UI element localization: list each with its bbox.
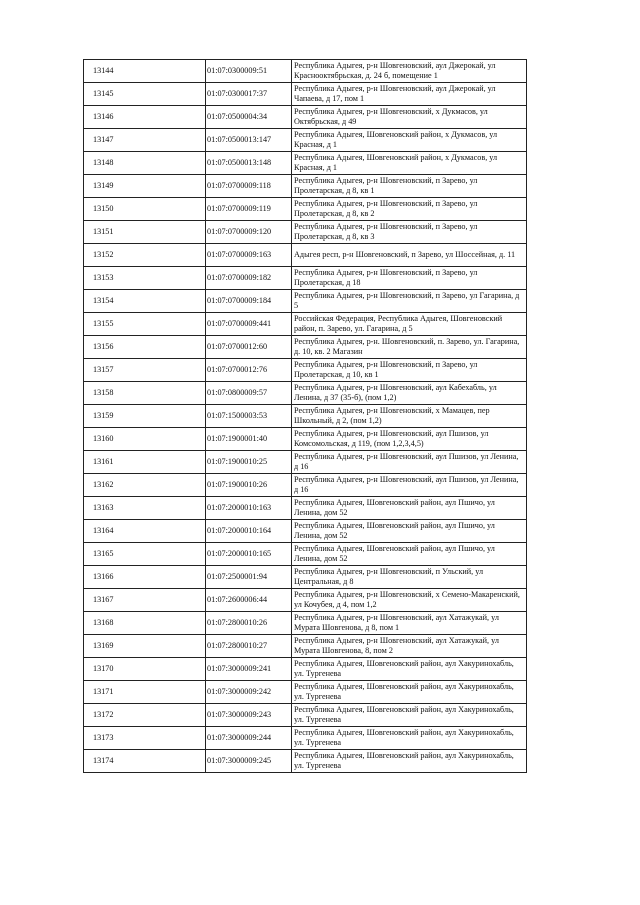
table-row (84, 520, 527, 543)
cadastral-number-cell: 01:07:0700012:76 (206, 359, 292, 382)
address-cell: Республика Адыгея, р-н Шовгеновский, п Зарево, ул Пролетарская, д 8, кв 2 (292, 198, 527, 221)
cadastral-number-cell: 01:07:2600006:44 (206, 589, 292, 612)
row-number-cell: 13170 (84, 658, 206, 681)
row-number-cell: 13163 (84, 497, 206, 520)
address-cell: Республика Адыгея, р-н Шовгеновский, п Зарево, ул Пролетарская, д 8, кв 1 (292, 175, 527, 198)
row-number-cell: 13145 (84, 83, 206, 106)
table-row (84, 727, 527, 750)
address-cell: Республика Адыгея, р-н Шовгеновский, аул Пшизов, ул Комсомольская, д 119, (пом 1,2,3,4,5) (292, 428, 527, 451)
row-number-cell: 13162 (84, 474, 206, 497)
cadastral-number-cell: 01:07:3000009:245 (206, 750, 292, 773)
address-cell: Республика Адыгея, р-н Шовгеновский, х Семено-Макаренский, ул Кочубея, д 4, пом 1,2 (292, 589, 527, 612)
address-cell: Республика Адыгея, р-н Шовгеновский, п Зарево, ул Пролетарская, д 10, кв 1 (292, 359, 527, 382)
cadastral-number-cell: 01:07:0700009:184 (206, 290, 292, 313)
cadastral-number-cell: 01:07:2800010:27 (206, 635, 292, 658)
table-row (84, 221, 527, 244)
cadastral-number-cell: 01:07:0300017:37 (206, 83, 292, 106)
table-row (84, 451, 527, 474)
table-row (84, 704, 527, 727)
table-row (84, 175, 527, 198)
cadastral-number-cell: 01:07:1900001:40 (206, 428, 292, 451)
address-cell: Республика Адыгея, Шовгеновский район, х Дукмасов, ул Красная, д 1 (292, 129, 527, 152)
address-cell: Республика Адыгея, р-н Шовгеновский, аул Джерокай, ул Чапаева, д 17, пом 1 (292, 83, 527, 106)
address-cell: Республика Адыгея, Шовгеновский район, аул Пшичо, ул Ленина, дом 52 (292, 543, 527, 566)
table-row (84, 336, 527, 359)
address-cell: Республика Адыгея, р-н Шовгеновский, аул Пшизов, ул Ленина, д 16 (292, 474, 527, 497)
table-row (84, 83, 527, 106)
address-cell: Республика Адыгея, Шовгеновский район, аул Хакуринохабль, ул. Тургенева (292, 727, 527, 750)
table-row (84, 474, 527, 497)
cadastral-number-cell: 01:07:0700009:441 (206, 313, 292, 336)
table-row (84, 313, 527, 336)
table-row (84, 405, 527, 428)
cadastral-number-cell: 01:07:2800010:26 (206, 612, 292, 635)
address-cell: Республика Адыгея, р-н Шовгеновский, аул Хатажукай, ул Мурата Шовгенова, 8, пом 2 (292, 635, 527, 658)
cadastral-number-cell: 01:07:0300009:51 (206, 60, 292, 83)
table-row (84, 60, 527, 83)
row-number-cell: 13167 (84, 589, 206, 612)
cadastral-number-cell: 01:07:0500013:148 (206, 152, 292, 175)
row-number-cell: 13171 (84, 681, 206, 704)
address-cell: Республика Адыгея, р-н Шовгеновский, аул Кабехабль, ул Ленина, д 37 (35-б), (пом 1,2) (292, 382, 527, 405)
table-row (84, 612, 527, 635)
address-cell: Республика Адыгея, р-н Шовгеновский, п Зарево, ул Гагарина, д 5 (292, 290, 527, 313)
address-cell: Республика Адыгея, р-н Шовгеновский, х Мамацев, пер Школьный, д 2, (пом 1,2) (292, 405, 527, 428)
address-cell: Республика Адыгея, р-н. Шовгеновский, п. Зарево, ул. Гагарина, д. 10, кв. 2 Магазин (292, 336, 527, 359)
registry-table (83, 59, 527, 773)
table-row (84, 152, 527, 175)
cadastral-number-cell: 01:07:0700009:118 (206, 175, 292, 198)
address-cell: Республика Адыгея, Шовгеновский район, х Дукмасов, ул Красная, д 1 (292, 152, 527, 175)
row-number-cell: 13149 (84, 175, 206, 198)
cadastral-number-cell: 01:07:1900010:26 (206, 474, 292, 497)
cadastral-number-cell: 01:07:3000009:244 (206, 727, 292, 750)
table-row (84, 359, 527, 382)
cadastral-number-cell: 01:07:0700012:60 (206, 336, 292, 359)
row-number-cell: 13168 (84, 612, 206, 635)
table-row (84, 750, 527, 773)
address-cell: Республика Адыгея, р-н Шовгеновский, аул Пшизов, ул Ленина, д 16 (292, 451, 527, 474)
cadastral-number-cell: 01:07:0700009:182 (206, 267, 292, 290)
row-number-cell: 13148 (84, 152, 206, 175)
cadastral-number-cell: 01:07:2000010:164 (206, 520, 292, 543)
row-number-cell: 13166 (84, 566, 206, 589)
row-number-cell: 13160 (84, 428, 206, 451)
row-number-cell: 13150 (84, 198, 206, 221)
table-row (84, 566, 527, 589)
cadastral-number-cell: 01:07:3000009:242 (206, 681, 292, 704)
table-row (84, 635, 527, 658)
address-cell: Республика Адыгея, р-н Шовгеновский, аул Хатажукай, ул Мурата Шовгенова, д 8, пом 1 (292, 612, 527, 635)
table-row (84, 244, 527, 267)
cadastral-number-cell: 01:07:3000009:241 (206, 658, 292, 681)
row-number-cell: 13172 (84, 704, 206, 727)
row-number-cell: 13169 (84, 635, 206, 658)
cadastral-number-cell: 01:07:1500003:53 (206, 405, 292, 428)
address-cell: Республика Адыгея, Шовгеновский район, аул Пшичо, ул Ленина, дом 52 (292, 497, 527, 520)
address-cell: Республика Адыгея, р-н Шовгеновский, х Дукмасов, ул Октябрьская, д 49 (292, 106, 527, 129)
cadastral-number-cell: 01:07:0700009:120 (206, 221, 292, 244)
cadastral-number-cell: 01:07:0700009:163 (206, 244, 292, 267)
address-cell: Республика Адыгея, р-н Шовгеновский, аул Джерокай, ул Краснооктябрьская, д. 24 б, помещение 1 (292, 60, 527, 83)
cadastral-number-cell: 01:07:2000010:165 (206, 543, 292, 566)
address-cell: Республика Адыгея, р-н Шовгеновский, п Зарево, ул Пролетарская, д 8, кв 3 (292, 221, 527, 244)
table-row (84, 106, 527, 129)
address-cell: Республика Адыгея, р-н Шовгеновский, п Ульский, ул Центральная, д 8 (292, 566, 527, 589)
address-cell: Республика Адыгея, Шовгеновский район, аул Хакуринохабль, ул. Тургенева (292, 750, 527, 773)
row-number-cell: 13161 (84, 451, 206, 474)
cadastral-number-cell: 01:07:0800009:57 (206, 382, 292, 405)
table-row (84, 497, 527, 520)
table-row (84, 428, 527, 451)
address-cell: Республика Адыгея, Шовгеновский район, аул Хакуринохабль, ул. Тургенева (292, 658, 527, 681)
row-number-cell: 13153 (84, 267, 206, 290)
table-row (84, 267, 527, 290)
table-row (84, 589, 527, 612)
table-row (84, 543, 527, 566)
cadastral-number-cell: 01:07:2500001:94 (206, 566, 292, 589)
address-cell: Адыгея респ, р-н Шовгеновский, п Зарево, ул Шоссейная, д. 11 (292, 244, 527, 267)
table-row (84, 382, 527, 405)
cadastral-number-cell: 01:07:2000010:163 (206, 497, 292, 520)
address-cell: Республика Адыгея, Шовгеновский район, аул Хакуринохабль, ул. Тургенева (292, 704, 527, 727)
row-number-cell: 13158 (84, 382, 206, 405)
row-number-cell: 13154 (84, 290, 206, 313)
cadastral-number-cell: 01:07:1900010:25 (206, 451, 292, 474)
address-cell: Российская Федерация, Республика Адыгея, Шовгеновский район, п. Зарево, ул. Гагарина, д 5 (292, 313, 527, 336)
registry-table-body (84, 60, 527, 773)
row-number-cell: 13147 (84, 129, 206, 152)
table-row (84, 198, 527, 221)
row-number-cell: 13151 (84, 221, 206, 244)
row-number-cell: 13155 (84, 313, 206, 336)
row-number-cell: 13173 (84, 727, 206, 750)
row-number-cell: 13159 (84, 405, 206, 428)
row-number-cell: 13144 (84, 60, 206, 83)
cadastral-number-cell: 01:07:0500004:34 (206, 106, 292, 129)
row-number-cell: 13156 (84, 336, 206, 359)
cadastral-number-cell: 01:07:0700009:119 (206, 198, 292, 221)
cadastral-number-cell: 01:07:3000009:243 (206, 704, 292, 727)
row-number-cell: 13174 (84, 750, 206, 773)
address-cell: Республика Адыгея, Шовгеновский район, аул Хакуринохабль, ул. Тургенева (292, 681, 527, 704)
address-cell: Республика Адыгея, Шовгеновский район, аул Пшичо, ул Ленина, дом 52 (292, 520, 527, 543)
row-number-cell: 13152 (84, 244, 206, 267)
row-number-cell: 13164 (84, 520, 206, 543)
table-row (84, 129, 527, 152)
table-row (84, 658, 527, 681)
table-row (84, 681, 527, 704)
row-number-cell: 13146 (84, 106, 206, 129)
address-cell: Республика Адыгея, р-н Шовгеновский, п Зарево, ул Пролетарская, д 18 (292, 267, 527, 290)
cadastral-number-cell: 01:07:0500013:147 (206, 129, 292, 152)
table-row (84, 290, 527, 313)
row-number-cell: 13165 (84, 543, 206, 566)
row-number-cell: 13157 (84, 359, 206, 382)
